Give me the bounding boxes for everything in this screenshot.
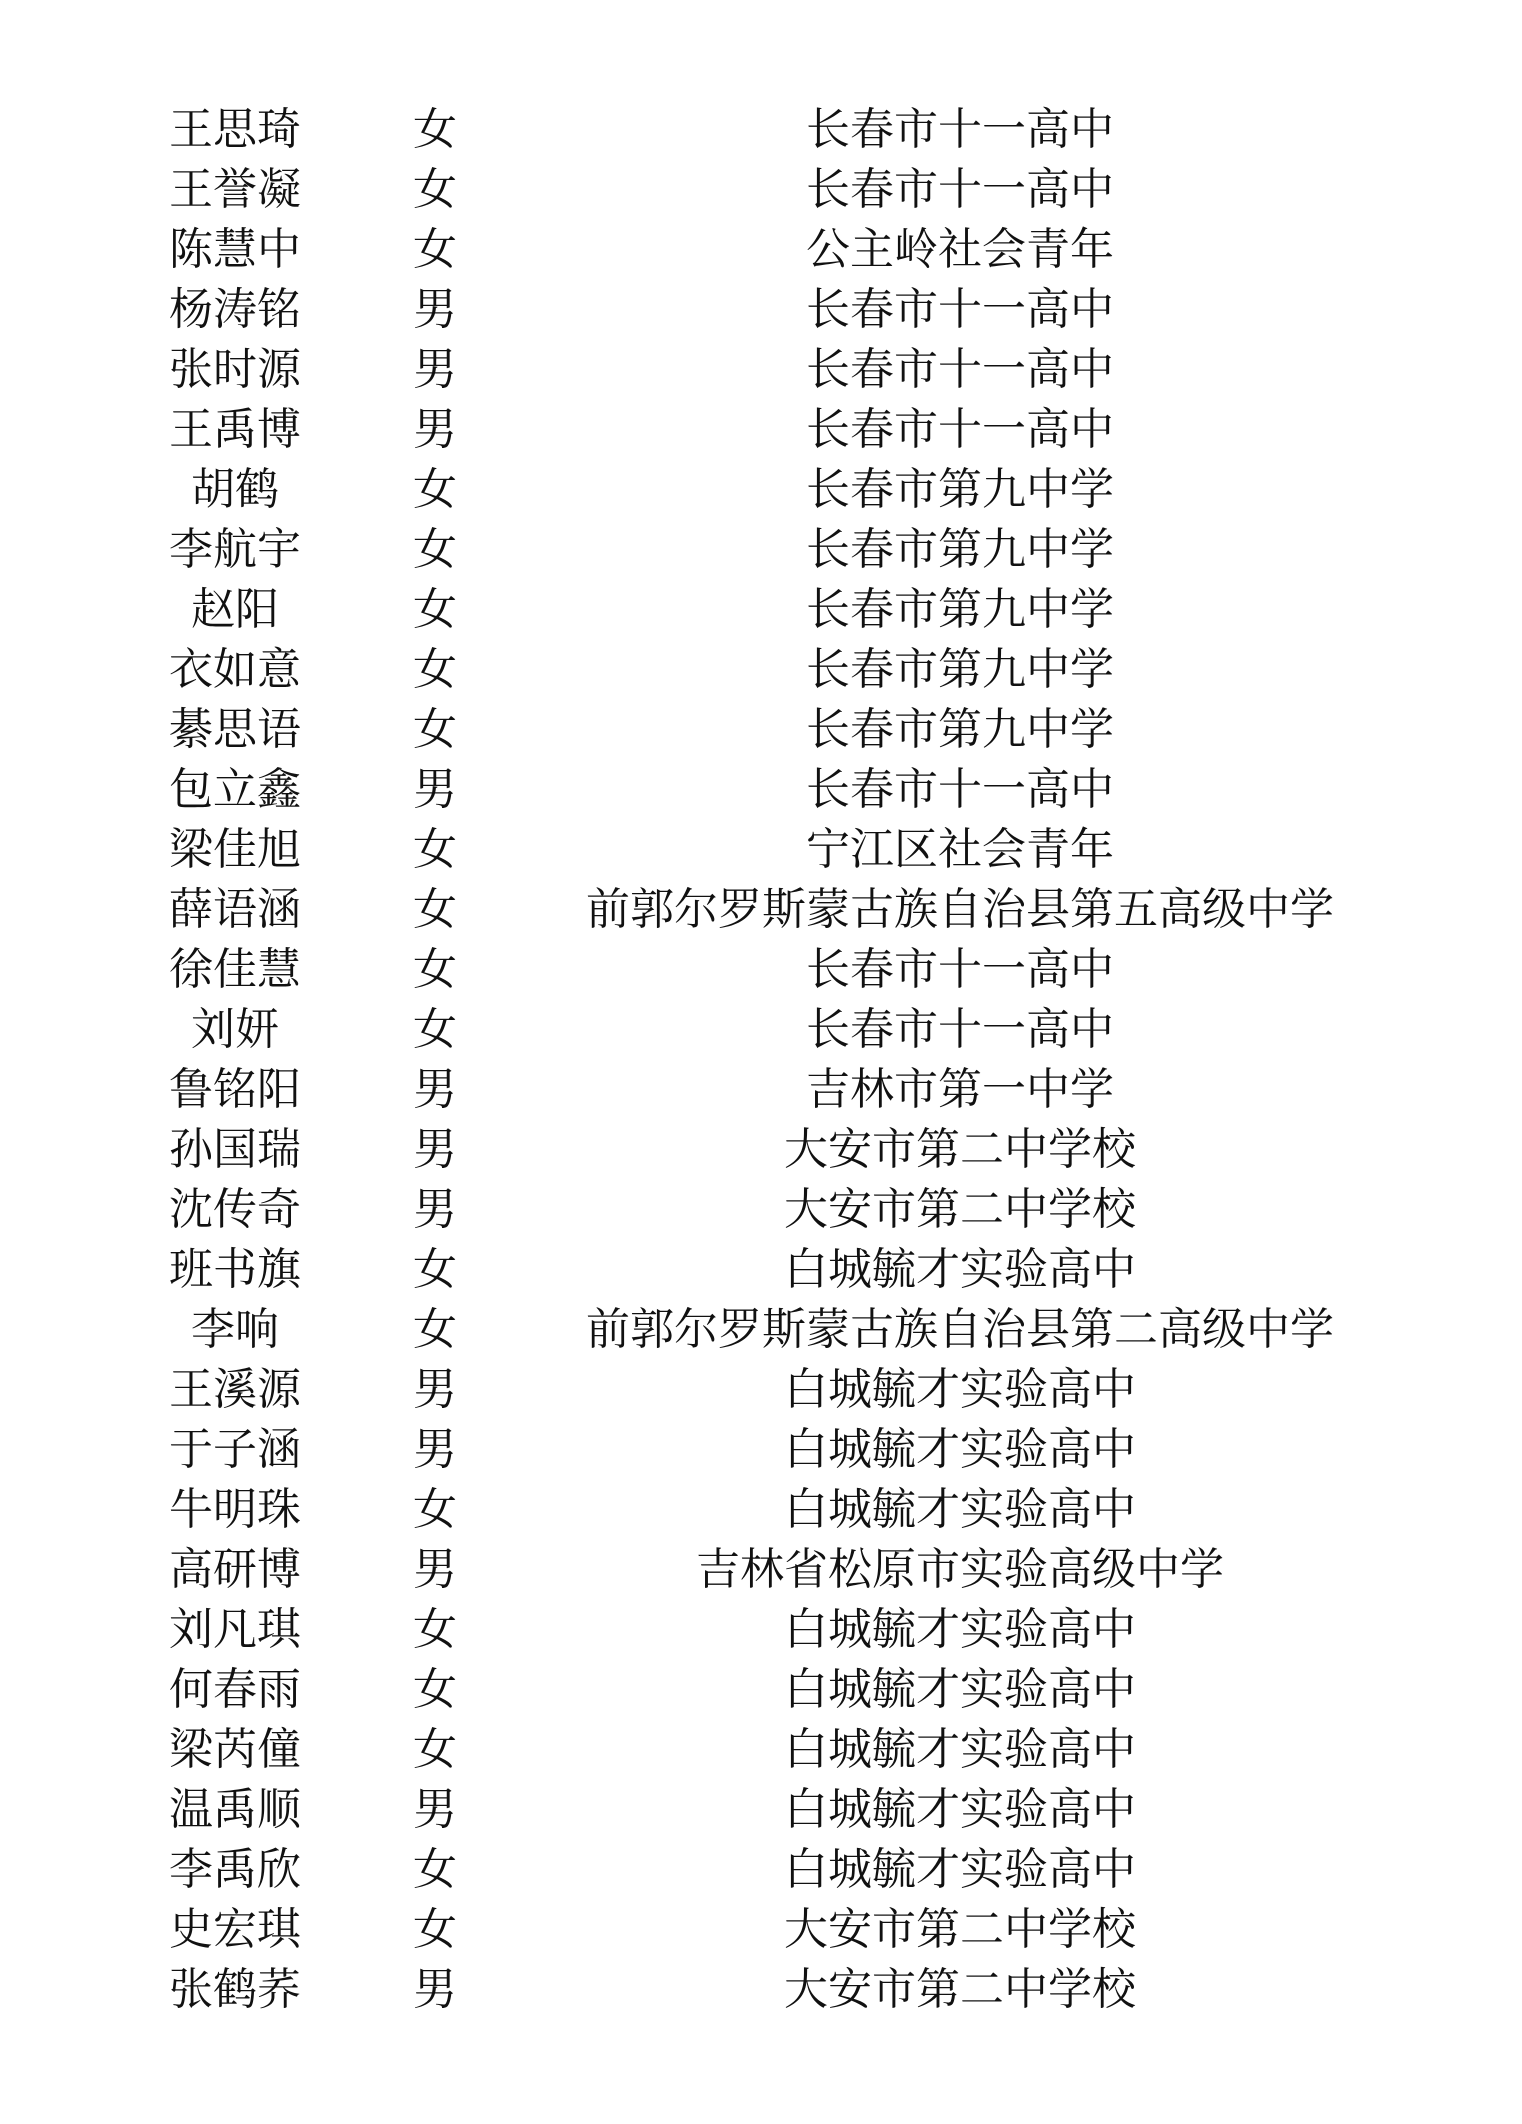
roster-row (0, 1420, 1522, 1480)
student-school: 吉林市第一中学 (806, 1064, 1114, 1115)
student-school: 吉林省松原市实验高级中学 (696, 1544, 1224, 1595)
student-school: 长春市第九中学 (806, 584, 1114, 635)
student-school: 公主岭社会青年 (806, 224, 1114, 275)
roster-row (0, 280, 1522, 340)
roster-row (0, 1480, 1522, 1540)
student-gender: 男 (413, 1124, 457, 1175)
student-gender: 女 (413, 1244, 457, 1295)
student-school: 长春市第九中学 (806, 464, 1114, 515)
student-gender: 男 (413, 404, 457, 455)
roster-row (0, 1300, 1522, 1360)
student-gender: 女 (413, 524, 457, 575)
student-school: 前郭尔罗斯蒙古族自治县第五高级中学 (586, 884, 1334, 935)
student-name: 刘凡琪 (169, 1604, 301, 1655)
roster-row (0, 820, 1522, 880)
roster-row (0, 460, 1522, 520)
student-name: 胡鹤 (191, 464, 279, 515)
roster-row (0, 1120, 1522, 1180)
student-gender: 男 (413, 344, 457, 395)
student-school: 长春市十一高中 (806, 404, 1114, 455)
student-name: 王禹博 (169, 404, 301, 455)
student-name: 张鹤荞 (169, 1964, 301, 2015)
student-name: 班书旗 (169, 1244, 301, 1295)
student-gender: 男 (413, 1184, 457, 1235)
student-school: 大安市第二中学校 (784, 1124, 1136, 1175)
student-school: 白城毓才实验高中 (784, 1664, 1136, 1715)
student-school: 长春市十一高中 (806, 284, 1114, 335)
roster-row (0, 1780, 1522, 1840)
student-school: 长春市第九中学 (806, 644, 1114, 695)
student-gender: 女 (413, 224, 457, 275)
roster-row (0, 1840, 1522, 1900)
roster-row (0, 340, 1522, 400)
student-gender: 女 (413, 584, 457, 635)
student-school: 长春市十一高中 (806, 344, 1114, 395)
student-gender: 男 (413, 1784, 457, 1835)
roster-row (0, 1540, 1522, 1600)
student-name: 梁佳旭 (169, 824, 301, 875)
student-gender: 女 (413, 1664, 457, 1715)
student-gender: 女 (413, 944, 457, 995)
roster-row (0, 220, 1522, 280)
roster-row (0, 160, 1522, 220)
student-school: 长春市十一高中 (806, 764, 1114, 815)
student-gender: 男 (413, 1364, 457, 1415)
student-gender: 女 (413, 1004, 457, 1055)
student-name: 高研博 (169, 1544, 301, 1595)
student-name: 史宏琪 (169, 1904, 301, 1955)
roster-row (0, 1360, 1522, 1420)
student-name: 牛明珠 (169, 1484, 301, 1535)
roster-row (0, 1060, 1522, 1120)
student-school: 长春市十一高中 (806, 164, 1114, 215)
student-gender: 女 (413, 1724, 457, 1775)
student-gender: 女 (413, 644, 457, 695)
student-name: 张时源 (169, 344, 301, 395)
roster-row (0, 100, 1522, 160)
student-name: 于子涵 (169, 1424, 301, 1475)
student-school: 前郭尔罗斯蒙古族自治县第二高级中学 (586, 1304, 1334, 1355)
student-school: 大安市第二中学校 (784, 1904, 1136, 1955)
roster-row (0, 640, 1522, 700)
roster-row (0, 760, 1522, 820)
roster-row (0, 520, 1522, 580)
student-name: 王溪源 (169, 1364, 301, 1415)
roster-row (0, 1600, 1522, 1660)
student-gender: 女 (413, 1604, 457, 1655)
roster-row (0, 400, 1522, 460)
student-school: 大安市第二中学校 (784, 1964, 1136, 2015)
roster-row (0, 1180, 1522, 1240)
student-name: 孙国瑞 (169, 1124, 301, 1175)
student-gender: 男 (413, 284, 457, 335)
student-school: 长春市十一高中 (806, 1004, 1114, 1055)
student-roster (0, 100, 1522, 2020)
student-name: 王思琦 (169, 104, 301, 155)
roster-row (0, 1000, 1522, 1060)
student-school: 白城毓才实验高中 (784, 1604, 1136, 1655)
student-gender: 女 (413, 1844, 457, 1895)
student-name: 徐佳慧 (169, 944, 301, 995)
student-school: 长春市第九中学 (806, 524, 1114, 575)
student-gender: 女 (413, 824, 457, 875)
student-school: 宁江区社会青年 (806, 824, 1114, 875)
student-school: 白城毓才实验高中 (784, 1724, 1136, 1775)
student-name: 陈慧中 (169, 224, 301, 275)
student-name: 杨涛铭 (169, 284, 301, 335)
roster-row (0, 1240, 1522, 1300)
student-school: 长春市十一高中 (806, 944, 1114, 995)
student-name: 梁芮僮 (169, 1724, 301, 1775)
student-name: 温禹顺 (169, 1784, 301, 1835)
student-gender: 男 (413, 1964, 457, 2015)
student-school: 白城毓才实验高中 (784, 1844, 1136, 1895)
student-school: 大安市第二中学校 (784, 1184, 1136, 1235)
student-gender: 女 (413, 1484, 457, 1535)
student-name: 沈传奇 (169, 1184, 301, 1235)
student-gender: 女 (413, 1904, 457, 1955)
student-name: 赵阳 (191, 584, 279, 635)
student-school: 白城毓才实验高中 (784, 1424, 1136, 1475)
roster-row (0, 940, 1522, 1000)
student-name: 薛语涵 (169, 884, 301, 935)
student-school: 长春市十一高中 (806, 104, 1114, 155)
roster-row (0, 1660, 1522, 1720)
student-gender: 女 (413, 884, 457, 935)
roster-row (0, 580, 1522, 640)
student-gender: 女 (413, 1304, 457, 1355)
student-name: 李响 (191, 1304, 279, 1355)
student-gender: 女 (413, 464, 457, 515)
student-gender: 女 (413, 104, 457, 155)
student-gender: 男 (413, 764, 457, 815)
student-gender: 男 (413, 1064, 457, 1115)
roster-row (0, 1720, 1522, 1780)
student-name: 包立鑫 (169, 764, 301, 815)
student-gender: 男 (413, 1424, 457, 1475)
student-gender: 男 (413, 1544, 457, 1595)
student-name: 李航宇 (169, 524, 301, 575)
student-name: 衣如意 (169, 644, 301, 695)
student-name: 何春雨 (169, 1664, 301, 1715)
student-name: 綦思语 (169, 704, 301, 755)
student-gender: 女 (413, 704, 457, 755)
student-gender: 女 (413, 164, 457, 215)
student-school: 白城毓才实验高中 (784, 1364, 1136, 1415)
roster-row (0, 880, 1522, 940)
roster-row (0, 700, 1522, 760)
student-name: 李禹欣 (169, 1844, 301, 1895)
student-school: 白城毓才实验高中 (784, 1784, 1136, 1835)
student-school: 白城毓才实验高中 (784, 1244, 1136, 1295)
roster-row (0, 1900, 1522, 1960)
student-name: 鲁铭阳 (169, 1064, 301, 1115)
student-name: 王誉凝 (169, 164, 301, 215)
student-school: 长春市第九中学 (806, 704, 1114, 755)
roster-row (0, 1960, 1522, 2020)
student-school: 白城毓才实验高中 (784, 1484, 1136, 1535)
student-name: 刘妍 (191, 1004, 279, 1055)
